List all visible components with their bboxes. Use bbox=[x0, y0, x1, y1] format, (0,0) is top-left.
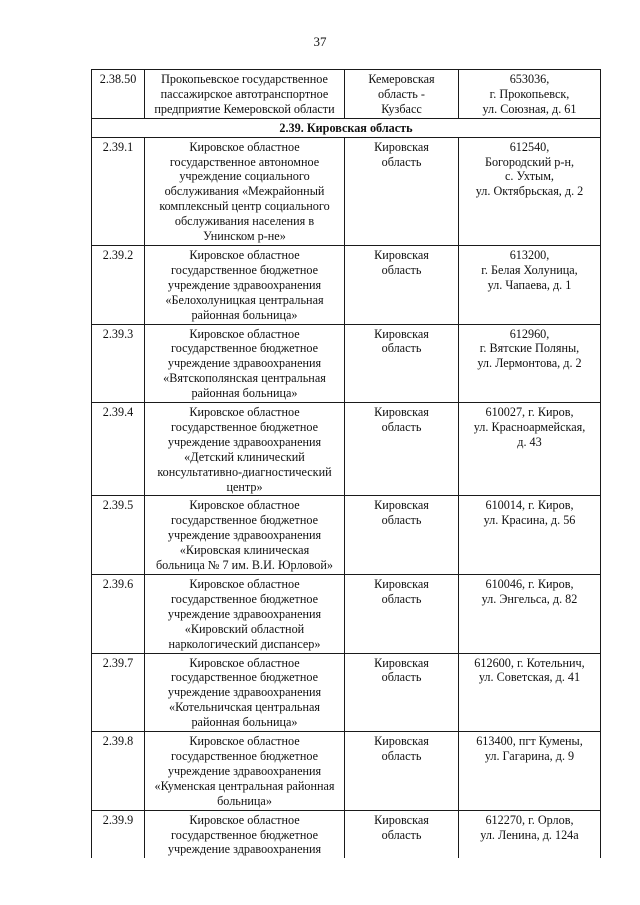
row-number: 2.39.8 bbox=[92, 732, 145, 811]
page-number: 37 bbox=[313, 34, 327, 49]
address: 610046, г. Киров, ул. Энгельса, д. 82 bbox=[459, 575, 601, 654]
table-row bbox=[92, 70, 601, 119]
row-number: 2.39.2 bbox=[92, 245, 145, 324]
organization-name: Кировское областное государственное бюджетное учреждение здравоохранения «Вятскополянская центральная районная больница» bbox=[145, 324, 345, 403]
organization-name: Прокопьевское государственное пассажирское автотранспортное предприятие Кемеровской области bbox=[145, 70, 345, 119]
organization-name: Кировское областное государственное бюджетное учреждение здравоохранения «Куменская центральная районная больница» bbox=[145, 732, 345, 811]
address: 612540, Богородский р-н, с. Ухтым, ул. Октябрьская, д. 2 bbox=[459, 137, 601, 245]
table-row bbox=[92, 732, 601, 811]
organization-name: Кировское областное государственное бюджетное учреждение здравоохранения «Белохолуницкая центральная районная больница» bbox=[145, 245, 345, 324]
table-row bbox=[92, 653, 601, 732]
row-number: 2.39.9 bbox=[92, 810, 145, 858]
address: 612960, г. Вятские Поляны, ул. Лермонтова, д. 2 bbox=[459, 324, 601, 403]
region: Кировская область bbox=[345, 732, 459, 811]
organization-name: Кировское областное государственное бюджетное учреждение здравоохранения «Котельничская центральная районная больница» bbox=[145, 653, 345, 732]
region: Кемеровская область - Кузбасс bbox=[345, 70, 459, 119]
organization-name: Кировское областное государственное бюджетное учреждение здравоохранения bbox=[145, 810, 345, 858]
table-row bbox=[92, 575, 601, 654]
table-row bbox=[92, 403, 601, 496]
organization-name: Кировское областное государственное бюджетное учреждение здравоохранения «Кировский областной наркологический диспансер» bbox=[145, 575, 345, 654]
table-row bbox=[92, 496, 601, 575]
section-title: 2.39. Кировская область bbox=[92, 118, 601, 137]
organizations-table bbox=[91, 69, 601, 858]
organization-name: Кировское областное государственное автономное учреждение социального обслуживания «Межрайонный комплексный центр социального обслуживания населения в Унинском р-не» bbox=[145, 137, 345, 245]
region: Кировская область bbox=[345, 137, 459, 245]
address: 612270, г. Орлов, ул. Ленина, д. 124а bbox=[459, 810, 601, 858]
address: 613400, пгт Кумены, ул. Гагарина, д. 9 bbox=[459, 732, 601, 811]
organization-name: Кировское областное государственное бюджетное учреждение здравоохранения «Детский клинический консультативно-диагностический центр» bbox=[145, 403, 345, 496]
region: Кировская область bbox=[345, 245, 459, 324]
section-header-row bbox=[92, 118, 601, 137]
row-number: 2.39.1 bbox=[92, 137, 145, 245]
row-number: 2.39.6 bbox=[92, 575, 145, 654]
row-number: 2.39.5 bbox=[92, 496, 145, 575]
table-row bbox=[92, 810, 601, 858]
address: 653036, г. Прокопьевск, ул. Союзная, д. 61 bbox=[459, 70, 601, 119]
address: 612600, г. Котельнич, ул. Советская, д. 41 bbox=[459, 653, 601, 732]
region: Кировская область bbox=[345, 403, 459, 496]
region: Кировская область bbox=[345, 496, 459, 575]
table-row bbox=[92, 324, 601, 403]
region: Кировская область bbox=[345, 810, 459, 858]
region: Кировская область bbox=[345, 324, 459, 403]
row-number: 2.39.7 bbox=[92, 653, 145, 732]
row-number: 2.39.3 bbox=[92, 324, 145, 403]
address: 613200, г. Белая Холуница, ул. Чапаева, д. 1 bbox=[459, 245, 601, 324]
address: 610014, г. Киров, ул. Красина, д. 56 bbox=[459, 496, 601, 575]
organization-name: Кировское областное государственное бюджетное учреждение здравоохранения «Кировская клиническая больница № 7 им. В.И. Юрловой» bbox=[145, 496, 345, 575]
address: 610027, г. Киров, ул. Красноармейская, д. 43 bbox=[459, 403, 601, 496]
region: Кировская область bbox=[345, 653, 459, 732]
region: Кировская область bbox=[345, 575, 459, 654]
row-number: 2.39.4 bbox=[92, 403, 145, 496]
table-row bbox=[92, 245, 601, 324]
row-number: 2.38.50 bbox=[92, 70, 145, 119]
table-row bbox=[92, 137, 601, 245]
